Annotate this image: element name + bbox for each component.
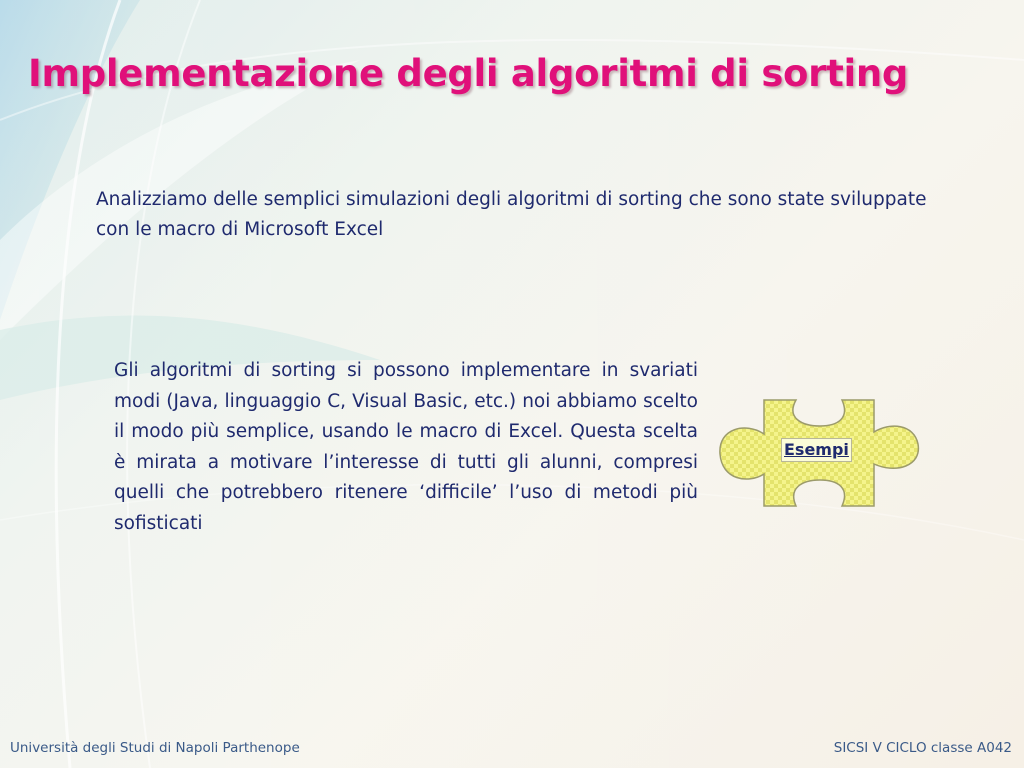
intro-paragraph: Analizziamo delle semplici simulazioni degli algoritmi di sorting che sono state sviluppate con le macro di Microsoft Excel — [96, 189, 927, 240]
examples-link[interactable]: Esempi — [781, 438, 852, 462]
footer-university: Università degli Studi di Napoli Parthenope — [10, 740, 300, 756]
footer-course: SICSI V CICLO classe A042 — [833, 740, 1012, 756]
slide-title: Implementazione degli algoritmi di sorting — [28, 52, 909, 95]
body-paragraph: Gli algoritmi di sorting si possono implementare in svariati modi (Java, linguaggio C, Visual Basic, etc.) noi abbiamo scelto il modo più semplice, usando le macro di Excel. Questa scelta è mirata a motivare l’interesse di tutti gli alunni, compresi quelli che potrebbero ritenere ‘difficile’ l’uso di metodi più sofisticati — [114, 360, 698, 534]
